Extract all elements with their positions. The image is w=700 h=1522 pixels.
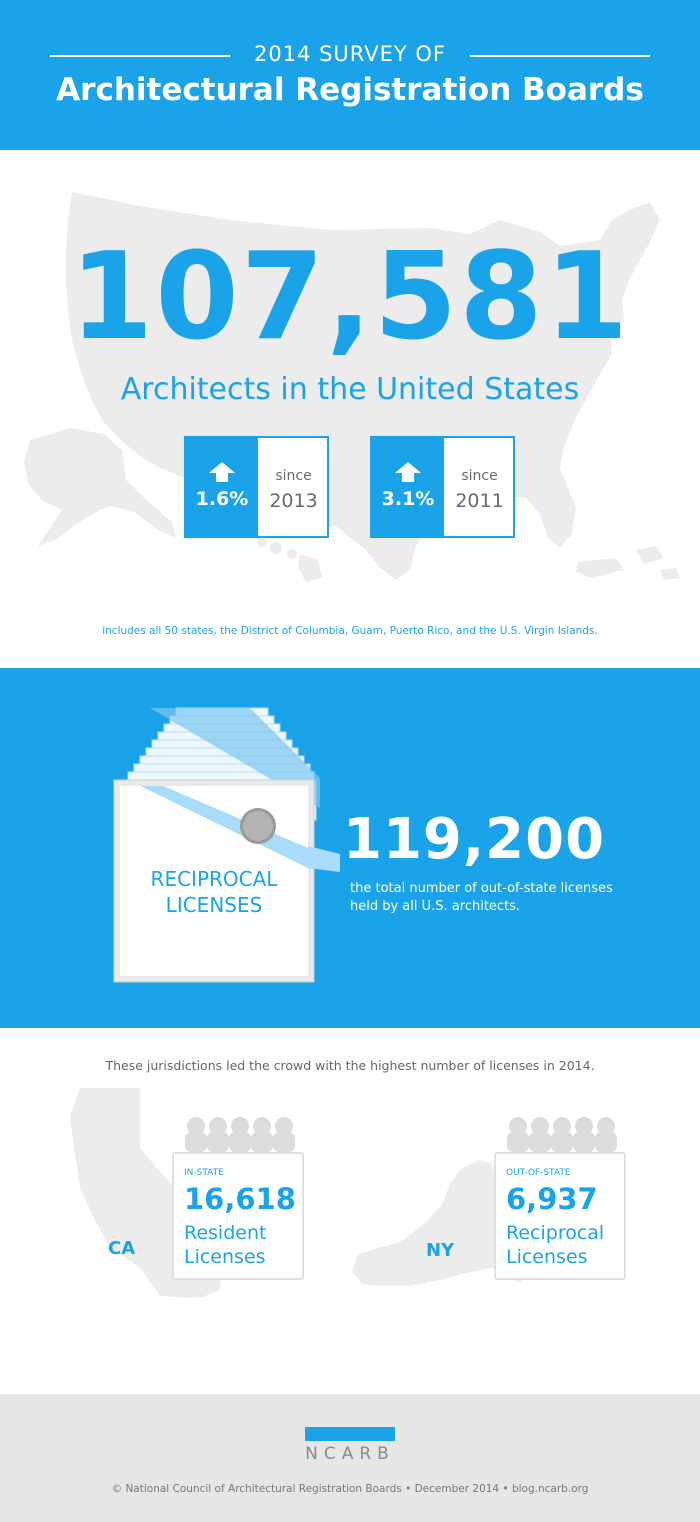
stat-since-label: since (275, 468, 312, 484)
stat-box-2013 (184, 436, 329, 538)
leaders-section (0, 1028, 700, 1394)
state-code-ny: NY (426, 1240, 455, 1261)
people-icon-ca (185, 1117, 295, 1152)
stat-year: 2013 (269, 490, 318, 512)
reciprocal-description (350, 880, 613, 916)
card-label-line1: Reciprocal (506, 1222, 605, 1244)
card-type-label: OUT-OF-STATE (506, 1168, 571, 1178)
stat-percent-panel (186, 438, 258, 536)
header-banner (0, 0, 700, 150)
stat-since-label: since (461, 468, 498, 484)
ny-license-card (494, 1152, 626, 1280)
card-label-line1: Resident (184, 1222, 267, 1244)
card-number: 6,937 (506, 1182, 598, 1216)
card-number: 16,618 (184, 1182, 296, 1216)
arrow-up-icon (209, 462, 235, 482)
ca-license-card (172, 1152, 304, 1280)
card-label-line2: Licenses (184, 1246, 266, 1268)
copyright-text: © National Council of Architectural Registration Boards • December 2014 • blog.ncarb.org (111, 1483, 589, 1495)
reciprocal-total: 119,200 (343, 807, 606, 872)
stat-percent: 1.6% (195, 488, 249, 510)
architects-caption: Architects in the United States (120, 372, 580, 407)
seal-icon (240, 808, 276, 844)
reciprocal-label-line2: LICENSES (165, 893, 263, 917)
footer (0, 1394, 700, 1522)
card-type-label: IN-STATE (184, 1168, 224, 1178)
page-title: Architectural Registration Boards (56, 72, 644, 108)
card-label-line2: Licenses (506, 1246, 588, 1268)
reciprocal-desc-line1: the total number of out-of-state licenses (350, 881, 613, 896)
reciprocal-desc-line2: held by all U.S. architects. (350, 899, 521, 914)
stat-percent: 3.1% (381, 488, 435, 510)
arrow-up-icon (395, 462, 421, 482)
architects-total: 107,581 (69, 228, 631, 367)
reciprocal-section (0, 668, 700, 1028)
header-subtitle: 2014 SURVEY OF (253, 42, 446, 66)
ncarb-logo-text: NCARB (305, 1444, 395, 1464)
people-icon-ny (507, 1117, 617, 1152)
stat-box-2011 (370, 436, 515, 538)
stat-percent-panel (372, 438, 444, 536)
ncarb-logo-bar (305, 1427, 395, 1441)
leaders-caption: These jurisdictions led the crowd with the highest number of licenses in 2014. (105, 1058, 595, 1073)
architects-section (0, 150, 700, 668)
stat-year: 2011 (455, 490, 504, 512)
architects-footnote: includes all 50 states, the District of Columbia, Guam, Puerto Rico, and the U.S. Virgin Islands. (102, 625, 598, 637)
reciprocal-label-line1: RECIPROCAL (150, 867, 278, 891)
reciprocal-licenses-label (128, 866, 300, 918)
state-code-ca: CA (108, 1238, 136, 1259)
